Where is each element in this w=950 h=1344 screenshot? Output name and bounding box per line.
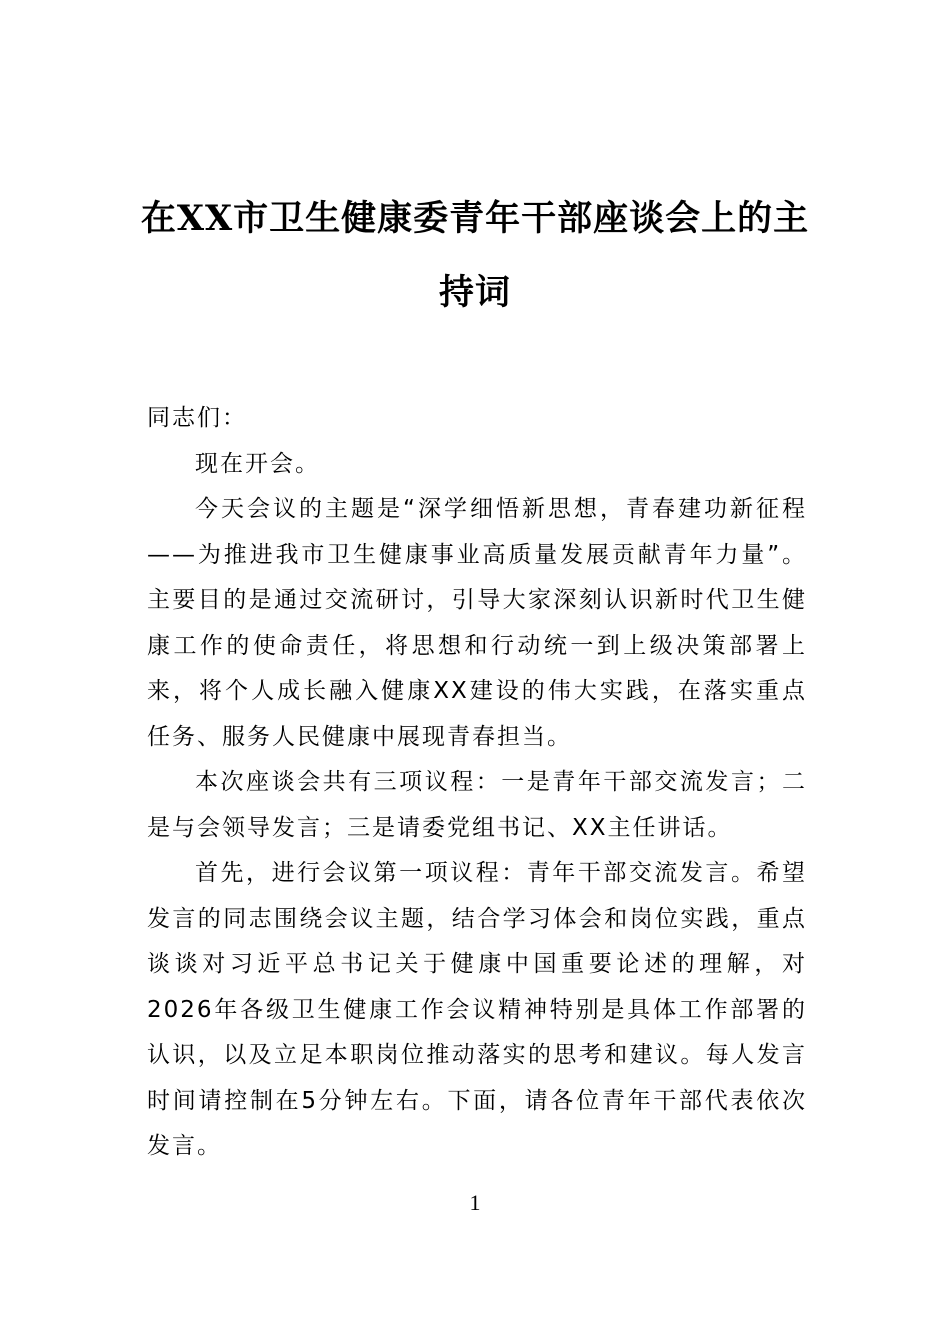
salutation: 同志们： [147, 405, 247, 431]
page-number: 1 [469, 1190, 481, 1215]
paragraph-theme: 今天会议的主题是“深学细悟新思想，青春建功新征程——为推进我市卫生健康事业高质量发展贡献青年力量”。主要目的是通过交流研讨，引导大家深刻认识新时代卫生健康工作的使命责任，将思想和行动统一到上级决策部署上来，将个人成长融入健康XX建设的伟大实践，在落实重点任务、服务人民健康中展现青春担当。 [147, 496, 807, 750]
document-title: 在XX市卫生健康委青年干部座谈会上的主持词 [140, 198, 810, 313]
document-body [147, 396, 807, 1170]
paragraph-opening: 现在开会。 [195, 450, 320, 477]
paragraph-agenda: 本次座谈会共有三项议程：一是青年干部交流发言；二是与会领导发言；三是请委党组书记、XX主任讲话。 [147, 769, 807, 841]
paragraph-first-item: 首先，进行会议第一项议程：青年干部交流发言。希望发言的同志围绕会议主题，结合学习体会和岗位实践，重点谈谈对习近平总书记关于健康中国重要论述的理解，对2026年各级卫生健康工作会议精神特别是具体工作部署的认识，以及立足本职岗位推动落实的思考和建议。每人发言时间请控制在5分钟左右。下面，请各位青年干部代表依次发言。 [147, 860, 807, 1159]
